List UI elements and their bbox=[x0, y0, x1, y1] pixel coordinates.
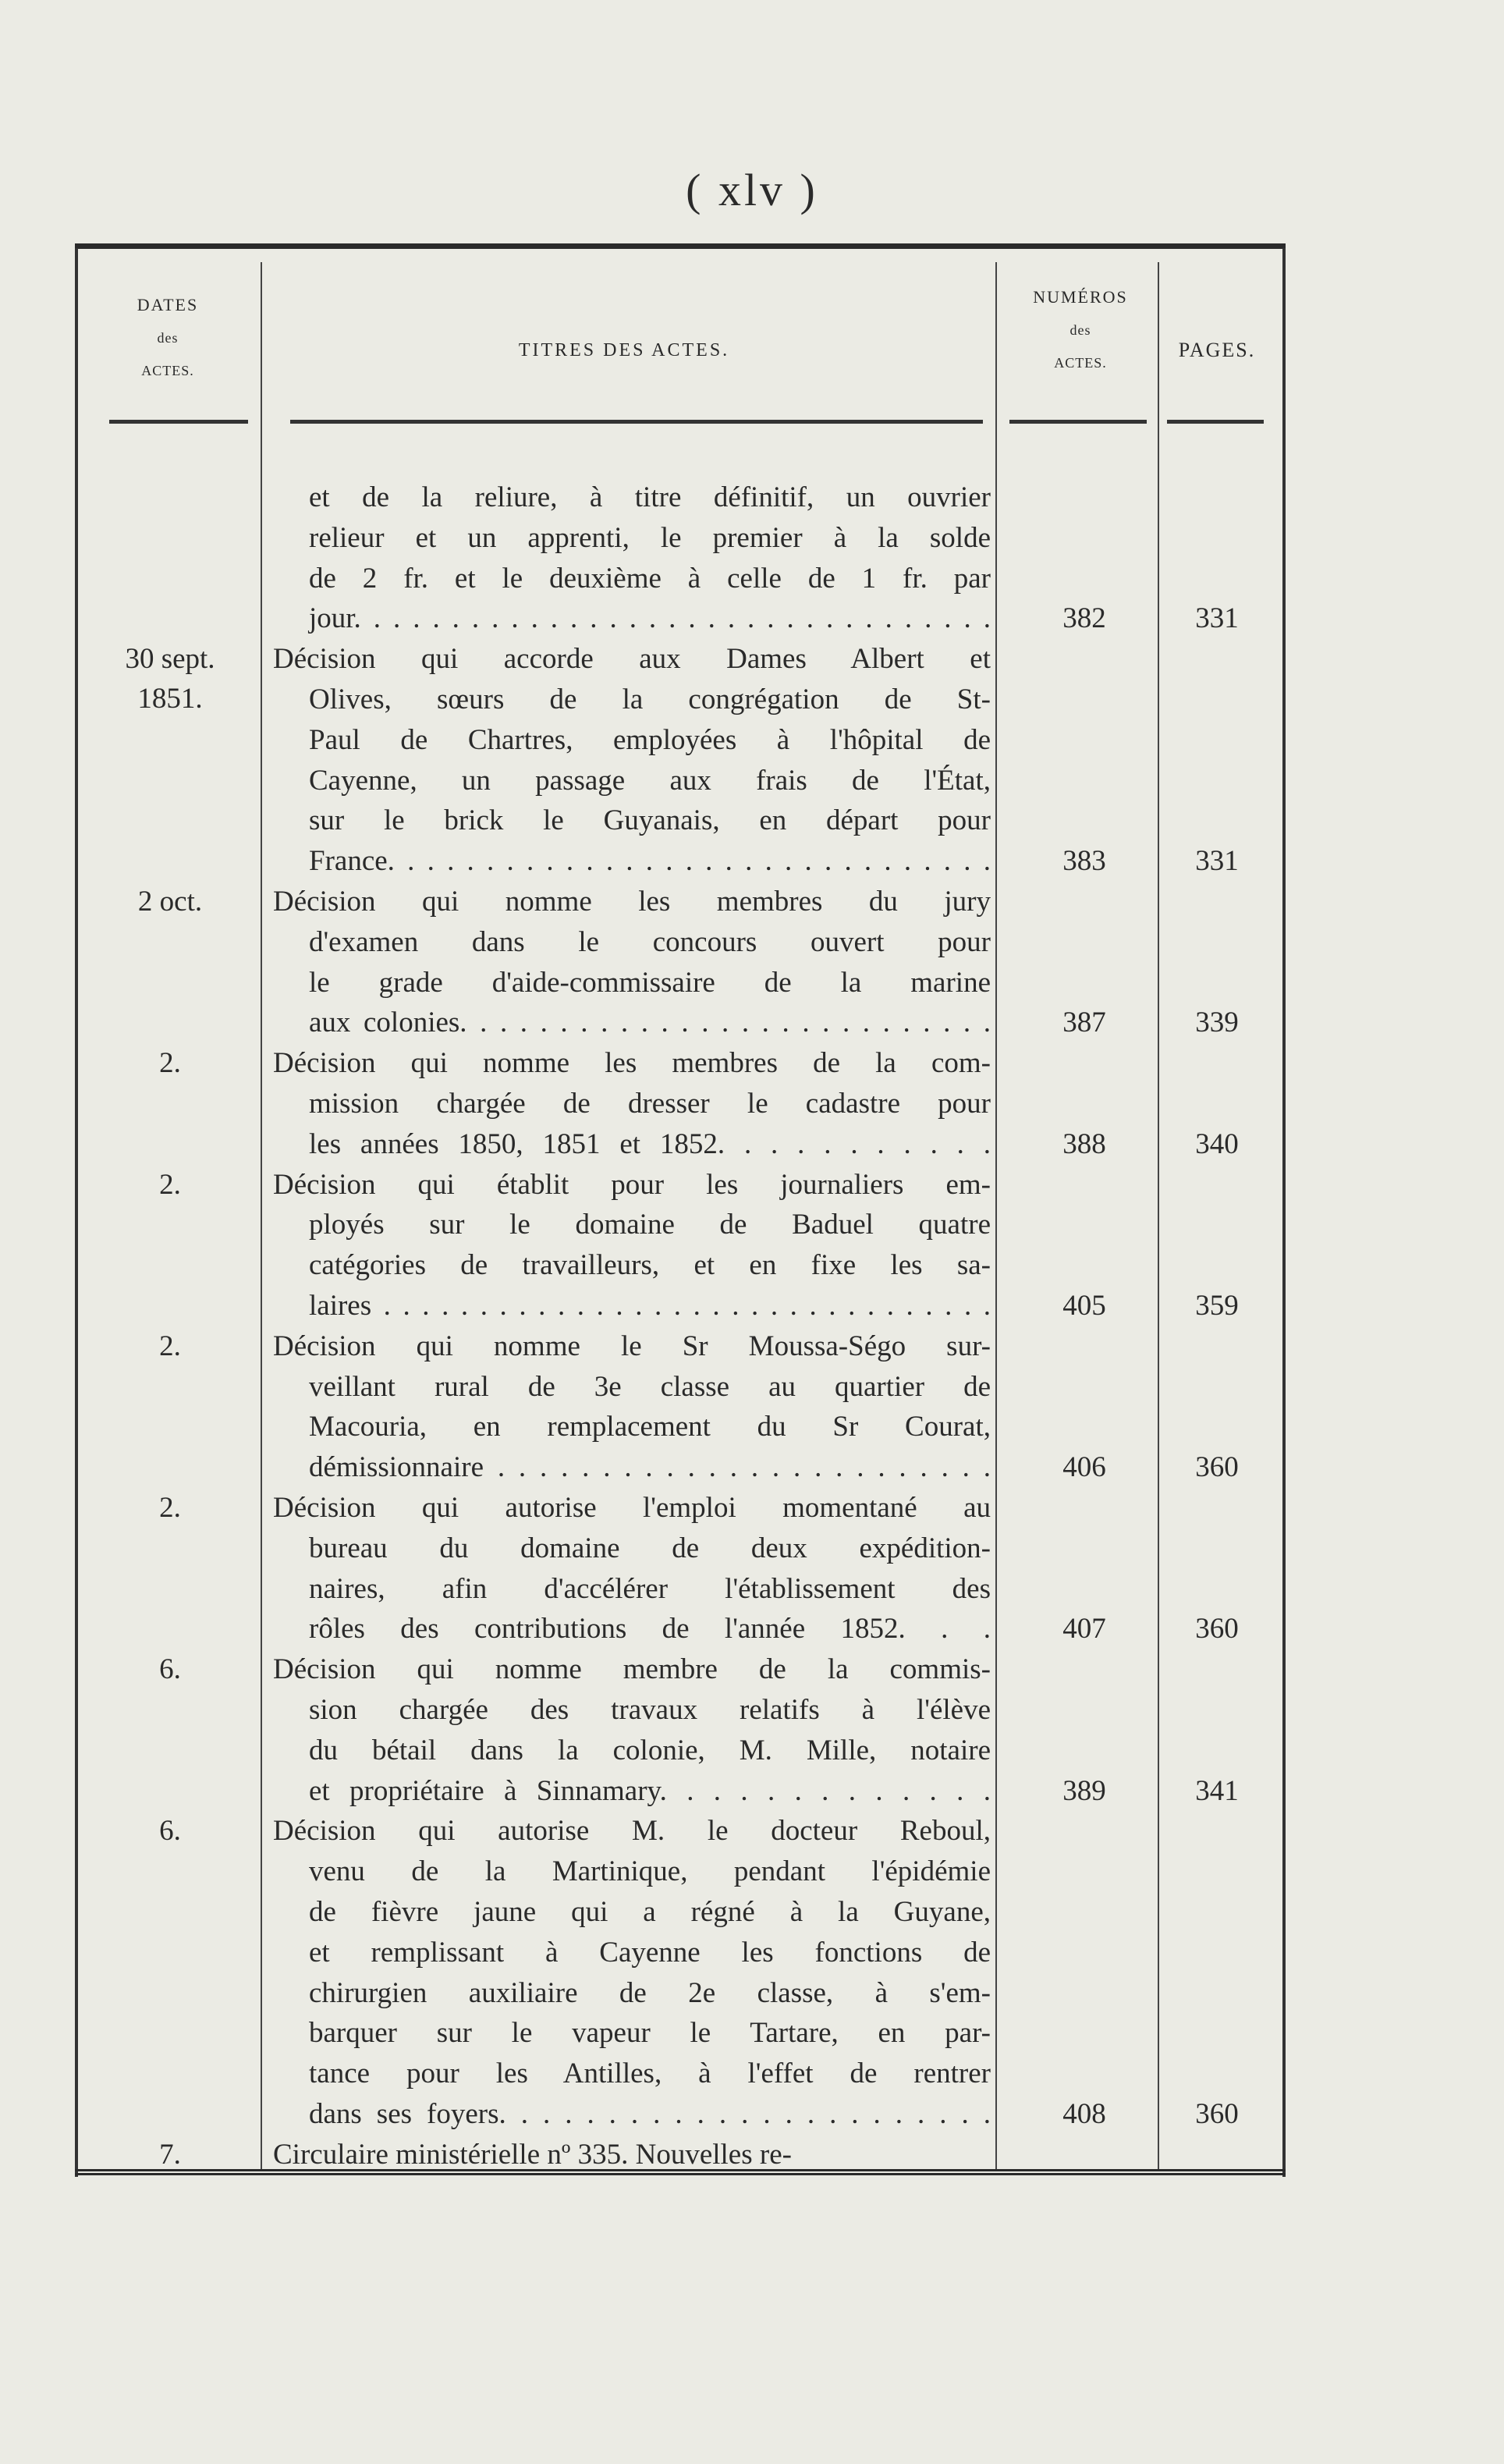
row-title-line: et propriétaire à Sinnamary. . . . . . . . . . . . . bbox=[309, 1774, 991, 1807]
row-title-line: laires . . . . . . . . . . . . . . . . . . . . . . . . . . . . . . . . bbox=[309, 1289, 991, 1322]
header-rule-pages bbox=[1167, 420, 1264, 424]
row-title-line: venu de la Martinique, pendant l'épidémie bbox=[309, 1855, 991, 1888]
header-numeros bbox=[1006, 281, 1155, 379]
row-title-line: démissionnaire . . . . . . . . . . . . . . . . . . . . . . . . bbox=[309, 1451, 991, 1484]
row-title-line: Cayenne, un passage aux frais de l'État, bbox=[309, 764, 991, 797]
row-title-line: bureau du domaine de deux expédition- bbox=[309, 1532, 991, 1564]
row-page: 341 bbox=[1195, 1774, 1239, 1807]
header-rule-dates bbox=[109, 420, 248, 424]
header-rule-titles bbox=[290, 420, 983, 424]
row-numero: 406 bbox=[1062, 1451, 1106, 1484]
header-pages: PAGES. bbox=[1178, 339, 1256, 361]
row-date-line: 2. bbox=[159, 1047, 181, 1080]
row-title bbox=[273, 1649, 991, 1811]
row-date bbox=[92, 882, 248, 961]
row-title-line: d'examen dans le concours ouvert pour bbox=[309, 925, 991, 958]
row-title-line: Décision qui nomme les membres de la com- bbox=[273, 1047, 991, 1080]
row-date-line: 2. bbox=[159, 1330, 181, 1362]
row-title-line: Paul de Chartres, employées à l'hôpital de bbox=[309, 723, 991, 756]
row-title-line: aux colonies. . . . . . . . . . . . . . . . . . . . . . . . . . . bbox=[309, 1007, 991, 1039]
row-date bbox=[92, 1043, 248, 1123]
row-date-line bbox=[92, 1083, 248, 1123]
header-dates-line-2: des bbox=[157, 330, 179, 346]
row-date-line: 2. bbox=[159, 1492, 181, 1524]
row-date-line: 7. bbox=[159, 2138, 181, 2171]
header-numeros-line-1: NUMÉROS bbox=[1033, 287, 1128, 307]
row-date bbox=[92, 1326, 248, 1406]
row-numero: 408 bbox=[1062, 2097, 1106, 2130]
row-title-line: ployés sur le domaine de Baduel quatre bbox=[309, 1209, 991, 1241]
column-divider-dates bbox=[261, 262, 262, 2169]
row-page: 340 bbox=[1195, 1127, 1239, 1160]
header-dates bbox=[86, 289, 250, 387]
row-title-line: chirurgien auxiliaire de 2e classe, à s'em- bbox=[309, 1976, 991, 2009]
row-title-line: Décision qui nomme les membres du jury bbox=[273, 886, 991, 918]
row-date-line bbox=[92, 2175, 248, 2214]
row-date-line: 2. bbox=[159, 1168, 181, 1201]
row-title-line: tance pour les Antilles, à l'effet de rentrer bbox=[309, 2057, 991, 2090]
row-title bbox=[273, 478, 991, 639]
row-title-line: de fièvre jaune qui a régné à la Guyane, bbox=[309, 1895, 991, 1928]
row-title bbox=[273, 1811, 991, 2134]
row-title-line: et remplissant à Cayenne les fonctions de bbox=[309, 1936, 991, 1969]
row-date bbox=[92, 1811, 248, 1891]
row-title-line: Décision qui nomme le Sr Moussa-Ségo sur- bbox=[273, 1330, 991, 1362]
row-title-line: jour. . . . . . . . . . . . . . . . . . . . . . . . . . . . . . . . . bbox=[309, 602, 991, 635]
row-page: 331 bbox=[1195, 845, 1239, 878]
row-date bbox=[92, 1649, 248, 1729]
row-date-line: 6. bbox=[159, 1815, 181, 1848]
row-page: 360 bbox=[1195, 1451, 1239, 1484]
row-date-line bbox=[92, 921, 248, 961]
row-title-line: sion chargée des travaux relatifs à l'élève bbox=[309, 1693, 991, 1726]
row-numero: 407 bbox=[1062, 1613, 1106, 1646]
row-title-line: naires, afin d'accélérer l'établissement des bbox=[309, 1572, 991, 1605]
row-title-line: sur le brick le Guyanais, en départ pour bbox=[309, 804, 991, 837]
row-title-line: Circulaire ministérielle nº 335. Nouvelles re- bbox=[273, 2138, 792, 2171]
row-title bbox=[273, 1165, 991, 1326]
row-title-line: le grade d'aide-commissaire de la marine bbox=[309, 966, 991, 999]
row-title-line: Décision qui autorise l'emploi momentané au bbox=[273, 1492, 991, 1524]
row-date bbox=[92, 478, 248, 557]
row-numero: 383 bbox=[1062, 845, 1106, 878]
row-numero: 382 bbox=[1062, 602, 1106, 635]
row-numero: 388 bbox=[1062, 1127, 1106, 1160]
row-title-line: barquer sur le vapeur le Tartare, en par- bbox=[309, 2017, 991, 2050]
row-date bbox=[92, 639, 248, 719]
row-date-line: 1851. bbox=[137, 683, 203, 715]
header-numeros-line-2: des bbox=[1069, 322, 1091, 338]
row-title-line: et de la reliure, à titre définitif, un ouvrier bbox=[309, 481, 991, 513]
row-date-line: 2 oct. bbox=[137, 886, 203, 918]
row-date-line bbox=[92, 1366, 248, 1406]
row-title-line: Décision qui établit pour les journaliers em- bbox=[273, 1168, 991, 1201]
row-date-line bbox=[92, 1851, 248, 1891]
row-title-line: dans ses foyers. . . . . . . . . . . . . . . . . . . . . . . bbox=[309, 2097, 991, 2130]
column-divider-titles bbox=[995, 262, 997, 2169]
row-page: 360 bbox=[1195, 1613, 1239, 1646]
row-numero: 387 bbox=[1062, 1007, 1106, 1039]
row-numero: 389 bbox=[1062, 1774, 1106, 1807]
row-date-line bbox=[92, 1528, 248, 1568]
row-title-line: Décision qui accorde aux Dames Albert et bbox=[273, 643, 991, 676]
row-title bbox=[273, 639, 991, 882]
row-date-line bbox=[92, 1205, 248, 1244]
row-page: 360 bbox=[1195, 2097, 1239, 2130]
row-title bbox=[273, 1326, 991, 1488]
table-bottom-rule bbox=[75, 2169, 1286, 2175]
row-title-line: les années 1850, 1851 et 1852. . . . . . . . . . . bbox=[309, 1127, 991, 1160]
row-date-line bbox=[92, 1689, 248, 1729]
row-title-line: du bétail dans la colonie, M. Mille, notaire bbox=[309, 1734, 991, 1766]
row-date bbox=[92, 1165, 248, 1244]
row-date bbox=[92, 1488, 248, 1568]
row-date-line bbox=[92, 478, 248, 517]
page-number: ( xlv ) bbox=[686, 165, 818, 215]
row-page: 359 bbox=[1195, 1289, 1239, 1322]
row-title bbox=[273, 1043, 991, 1164]
row-title-line: France. . . . . . . . . . . . . . . . . . . . . . . . . . . . . . . bbox=[309, 845, 991, 878]
row-title-line: Macouria, en remplacement du Sr Courat, bbox=[309, 1411, 991, 1443]
row-title-line: rôles des contributions de l'année 1852. . . bbox=[309, 1613, 991, 1646]
row-date-line: 6. bbox=[159, 1653, 181, 1686]
row-title-line: relieur et un apprenti, le premier à la solde bbox=[309, 521, 991, 554]
row-date-line: 30 sept. bbox=[125, 643, 215, 676]
row-title-line: mission chargée de dresser le cadastre pour bbox=[309, 1087, 991, 1120]
header-rule-numeros bbox=[1009, 420, 1147, 424]
header-dates-line-1: DATES bbox=[137, 295, 199, 314]
header-numeros-line-3: ACTES. bbox=[1054, 355, 1107, 371]
row-page: 331 bbox=[1195, 602, 1239, 635]
row-page: 339 bbox=[1195, 1007, 1239, 1039]
row-title-line: de 2 fr. et le deuxième à celle de 1 fr. par bbox=[309, 562, 991, 595]
row-numero: 405 bbox=[1062, 1289, 1106, 1322]
column-divider-numeros bbox=[1158, 262, 1159, 2169]
row-date-line bbox=[92, 517, 248, 557]
row-title-line: catégories de travailleurs, et en fixe les sa- bbox=[309, 1249, 991, 1282]
row-title bbox=[273, 1488, 991, 1649]
header-dates-line-3: ACTES. bbox=[141, 363, 194, 378]
row-title-line: Décision qui nomme membre de la commis- bbox=[273, 1653, 991, 1686]
header-titles: TITRES DES ACTES. bbox=[518, 340, 730, 360]
row-title-line: Décision qui autorise M. le docteur Reboul, bbox=[273, 1815, 991, 1848]
row-title-line: Olives, sœurs de la congrégation de St- bbox=[309, 683, 991, 715]
row-title bbox=[273, 882, 991, 1043]
row-title-line: veillant rural de 3e classe au quartier de bbox=[309, 1370, 991, 1403]
